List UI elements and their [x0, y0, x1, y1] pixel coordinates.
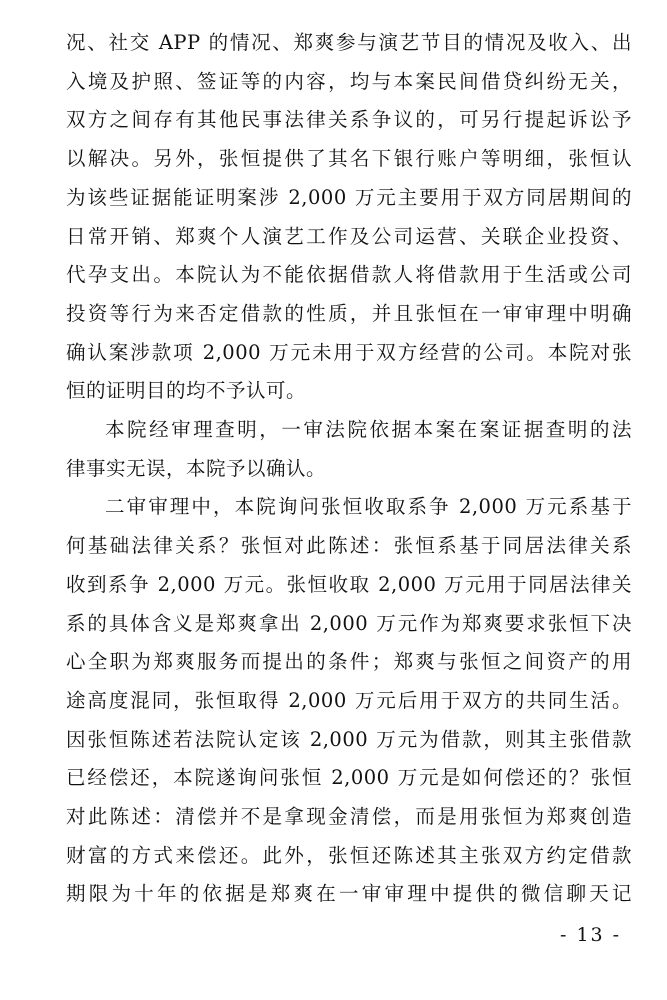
text-line: 日常开销、郑爽个人演艺工作及公司运营、关联企业投资、 [66, 224, 632, 248]
paragraph-1 [66, 24, 632, 411]
text-line: 财富的方式来偿还。此外，张恒还陈述其主张双方约定借款 [66, 843, 632, 867]
text-line: 恒的证明目的均不予认可。 [66, 379, 307, 403]
text-line: 投资等行为来否定借款的性质，并且张恒在一审审理中明确 [66, 301, 632, 325]
text-line: 二审审理中，本院询问张恒收取系争 2,000 万元系基于 [105, 495, 632, 519]
text-line: 对此陈述：清偿并不是拿现金清偿，而是用张恒为郑爽创造 [66, 805, 632, 829]
document-body [66, 24, 632, 914]
text-line: 本院经审理查明，一审法院依据本案在案证据查明的法 [105, 418, 632, 442]
text-line: 入境及护照、签证等的内容，均与本案民间借贷纠纷无关， [66, 69, 632, 93]
text-line: 系的具体含义是郑爽拿出 2,000 万元作为郑爽要求张恒下决 [66, 611, 632, 635]
text-line: 双方之间存有其他民事法律关系争议的，可另行提起诉讼予 [66, 108, 632, 132]
text-line: 因张恒陈述若法院认定该 2,000 万元为借款，则其主张借款 [66, 727, 632, 751]
page-number: - 13 - [560, 924, 622, 946]
text-line: 收到系争 2,000 万元。张恒收取 2,000 万元用于同居法律关 [66, 572, 632, 596]
text-line: 为该些证据能证明案涉 2,000 万元主要用于双方同居期间的 [66, 185, 632, 209]
text-line: 期限为十年的依据是郑爽在一审审理中提供的微信聊天记 [66, 882, 632, 906]
text-line: 心全职为郑爽服务而提出的条件；郑爽与张恒之间资产的用 [66, 650, 632, 674]
text-line: 况、社交 APP 的情况、郑爽参与演艺节目的情况及收入、出 [66, 31, 632, 54]
paragraph-2 [66, 411, 632, 488]
text-line: 以解决。另外，张恒提供了其名下银行账户等明细，张恒认 [66, 147, 632, 171]
text-line: 途高度混同，张恒取得 2,000 万元后用于双方的共同生活。 [66, 688, 632, 712]
text-line: 律事实无误，本院予以确认。 [66, 456, 327, 480]
text-line: 已经偿还，本院遂询问张恒 2,000 万元是如何偿还的？张恒 [66, 766, 632, 790]
text-line: 确认案涉款项 2,000 万元未用于双方经营的公司。本院对张 [66, 340, 632, 364]
paragraph-3 [66, 488, 632, 914]
text-line: 何基础法律关系？张恒对此陈述：张恒系基于同居法律关系 [66, 534, 632, 558]
text-line: 代孕支出。本院认为不能依据借款人将借款用于生活或公司 [66, 263, 632, 287]
